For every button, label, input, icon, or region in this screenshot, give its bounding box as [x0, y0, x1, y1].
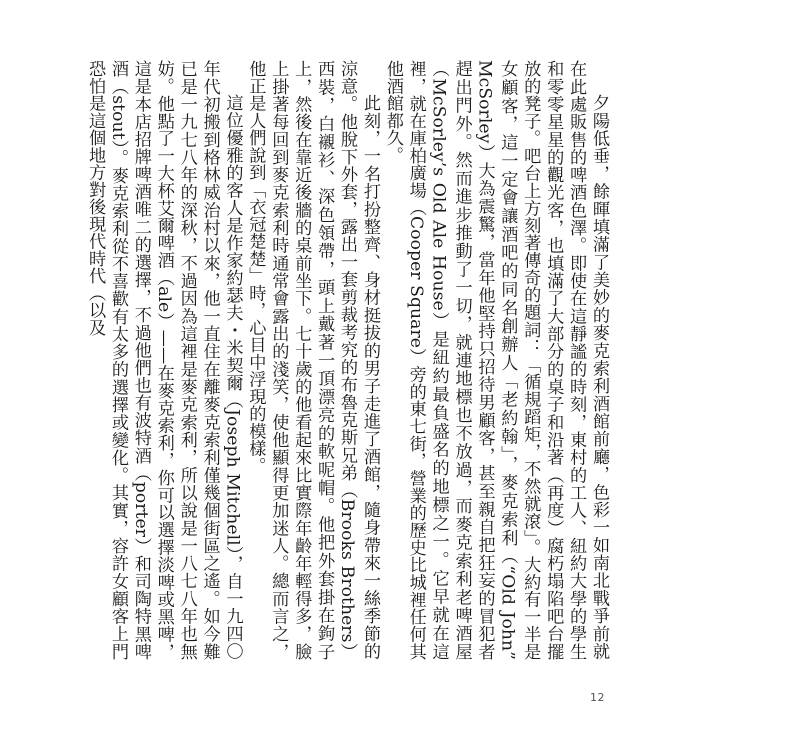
paragraph-2: 此刻，一名打扮整齊、身材挺拔的男子走進了酒館，隨身帶來一絲季節的涼意。他脫下外套，露出一套剪裁考究的布魯克斯兄弟（Brooks Brothers）西裝，白襯衫、深色領帶，頭上戴著一頂漂亮的軟呢帽。他把外套掛在鉤子上，然後在靠近後牆的桌前坐下。七十歲的他看起來比實際年齡年輕得多，臉上掛著每回到麥克索利時通常會露出的淺笑，使他顯得更加迷人。總而言之，他正是人們說到「衣冠楚楚」時，心目中浮現的模樣。 — [245, 60, 380, 660]
paragraph-1: 夕陽低垂，餘暉填滿了美妙的麥克索利酒館前廳，色彩一如南北戰爭前就在此處販售的啤酒色澤。即使在這靜謐的時刻，東村的工人、紐約大學的學生和零零星星的觀光客，也填滿了大部分的桌子和沿著（再度）腐朽塌陷吧台擺放的凳子。吧台上方刻著傳奇的題詞：「循規蹈矩，不然就滾」。大約有一半是女顧客，這一定會讓酒吧的同名創辦人「老約翰」，麥克索利（“Old John” McSorley）大為震驚，當年他堅持只招待男顧客，甚至親自把狂妄的冒犯者趕出門外。然而進步推動了一切，就連地標也不放過，而麥克索利老啤酒屋（McSorley’s Old Ale House）是紐約最負盛名的地標之一。它早就在這裡，就在庫柏廣場（Cooper Square）旁的東七街，營業的歷史比城裡任何其他酒館都久。 — [382, 60, 609, 660]
paragraph-3: 這位優雅的客人是作家約瑟夫・米契爾（Joseph Mitchell），自一九四〇年代初搬到格林威治村以來，他一直住在離麥克索利僅幾個街區之遙。如今難已是一九七八年的深秋，不過因為這裡是麥克索利，所以說是一八七八年也無妨。他點了一大杯艾爾啤酒（ale）——在麥克索利，你可以選擇淡啤或黑啤，這是本店招牌啤酒唯二的選擇，不過他們也有波特酒（porter）和司陶特黑啤酒（stout）。麥克索利從不喜歡有太多的選擇或變化。其實，容許女顧客上門恐怕是這個地方對後現代時代（以及 — [85, 60, 243, 660]
vertical-text-body — [85, 60, 610, 660]
page-number: 12 — [590, 691, 605, 704]
